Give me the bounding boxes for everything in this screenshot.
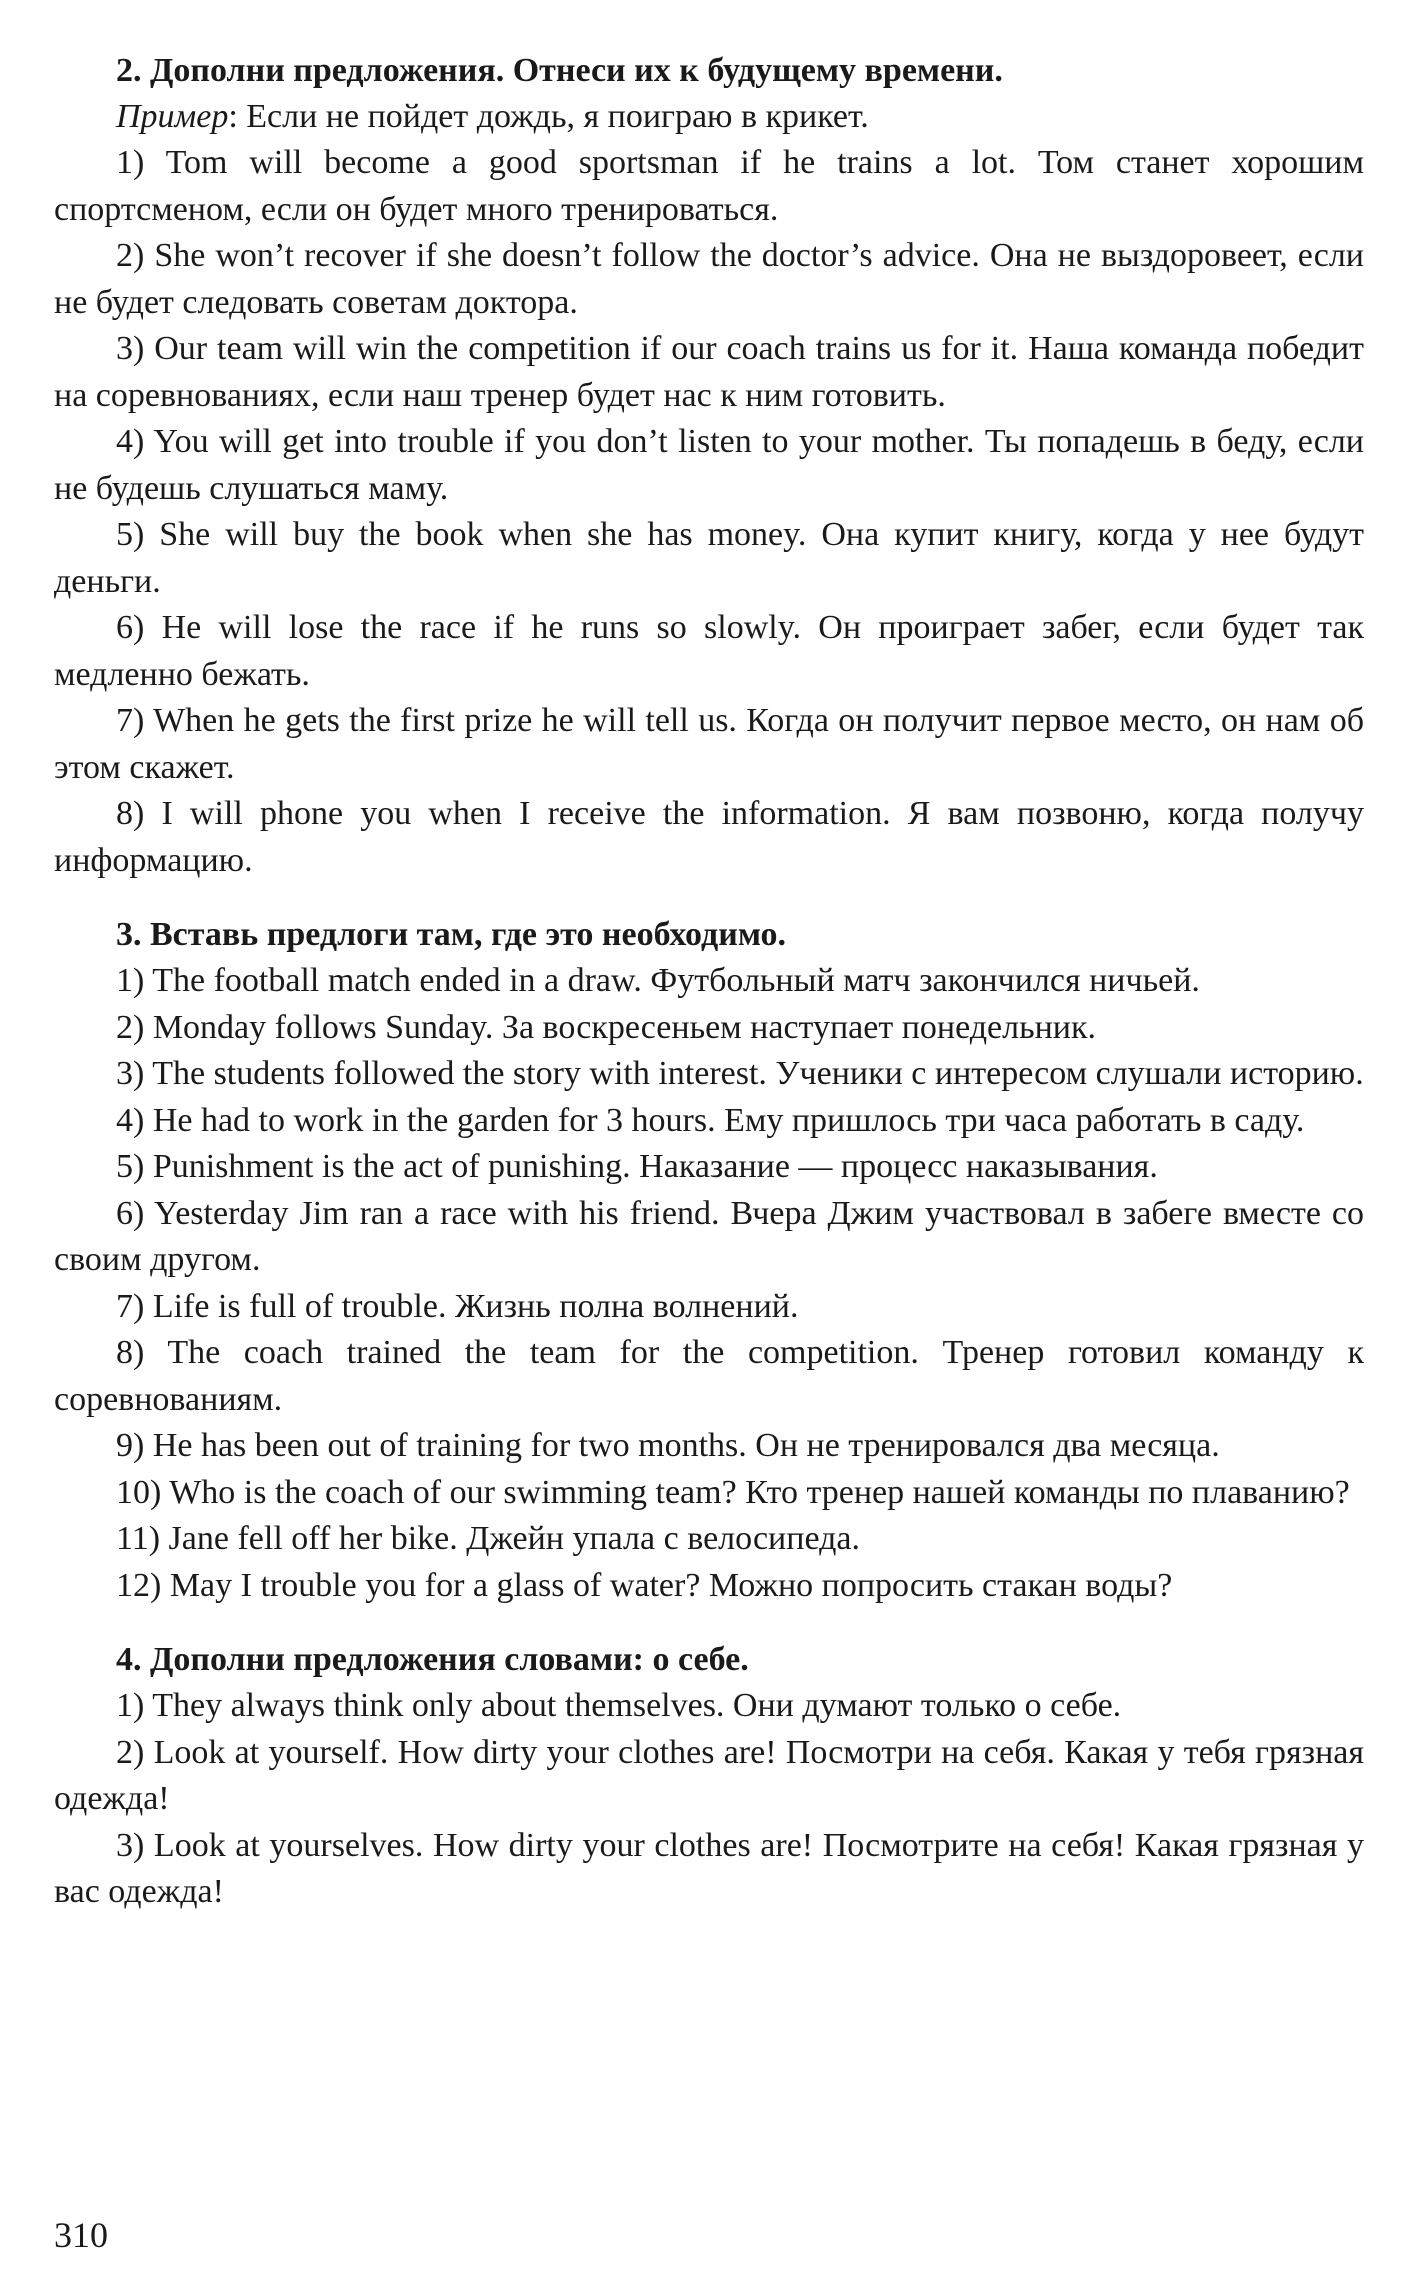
exercise-item: 2) Monday follows Sunday. За воскресеньем наступает понедельник. [116, 1008, 1097, 1046]
exercise-item: 6) He will lose the race if he runs so slowly. Он проиграет забег, если будет так медленно бежать. [54, 609, 1364, 693]
exercise-item: 3) The students followed the story with interest. Ученики с интересом слушали историю. [116, 1055, 1364, 1092]
exercise-item: 6) Yesterday Jim ran a race with his friend. Вчера Джим участвовал в забеге вместе со своим другом. [54, 1194, 1364, 1278]
exercise-item: 3) Our team will win the competition if our coach trains us for it. Наша команда победит на соревнованиях, если наш тренер будет нас к ним готовить. [54, 330, 1364, 414]
page-content [54, 48, 1364, 1916]
exercise-item: 9) He has been out of training for two months. Он не тренировался два месяца. [116, 1427, 1220, 1464]
exercise-item: 4) He had to work in the garden for 3 hours. Ему пришлось три часа работать в саду. [116, 1101, 1305, 1139]
example-label: Пример [116, 98, 229, 135]
exercise-item: 2) She won’t recover if she doesn’t follow the doctor’s advice. Она не выздоровеет, если не будет следовать советам доктора. [54, 237, 1364, 321]
exercise-item: 8) The coach trained the team for the competition. Тренер готовил команду к соревнованиям. [54, 1334, 1364, 1418]
exercise-item: 7) When he gets the first prize he will tell us. Когда он получит первое место, он нам об этом скажет. [54, 702, 1364, 786]
exercise-item: 2) Look at yourself. How dirty your clothes are! Посмотри на себя. Какая у тебя грязная одежда! [54, 1733, 1364, 1817]
exercise-item: 5) Punishment is the act of punishing. Наказание — процесс наказывания. [116, 1148, 1158, 1185]
example-line [54, 94, 1364, 140]
exercise-item: 7) Life is full of trouble. Жизнь полна волнений. [116, 1287, 799, 1325]
exercise-item: 5) She will buy the book when she has money. Она купит книгу, когда у нее будут деньги. [54, 516, 1364, 600]
exercise-item: 3) Look at yourselves. How dirty your clothes are! Посмотрите на себя! Какая грязная у вас одежда! [54, 1826, 1364, 1910]
exercise-2 [54, 48, 1364, 884]
exercise-item: 1) The football match ended in a draw. Футбольный матч закончился ничьей. [116, 962, 1200, 999]
exercise-3 [54, 912, 1364, 1609]
exercise-item: 10) Who is the coach of our swimming team? Кто тренер нашей команды по плаванию? [116, 1473, 1350, 1511]
exercise-heading: 4. Дополни предложения словами: о себе. [116, 1641, 749, 1678]
exercise-heading: 3. Вставь предлоги там, где это необходимо. [116, 916, 787, 953]
exercise-item: 12) May I trouble you for a glass of water? Можно попросить стакан воды? [116, 1566, 1173, 1604]
exercise-heading: 2. Дополни предложения. Отнеси их к будущему времени. [116, 52, 1003, 89]
exercise-item: 11) Jane fell off her bike. Джейн упала с велосипеда. [116, 1520, 860, 1557]
exercise-4 [54, 1637, 1364, 1916]
page-number: 310 [54, 2215, 108, 2255]
exercise-item: 8) I will phone you when I receive the information. Я вам позвоню, когда получу информацию. [54, 795, 1364, 879]
exercise-item: 1) Tom will become a good sportsman if he trains a lot. Том станет хорошим спортсменом, если он будет много тренироваться. [54, 144, 1364, 228]
exercise-item: 1) They always think only about themselves. Они думают только о себе. [116, 1687, 1122, 1724]
exercise-item: 4) You will get into trouble if you don’t listen to your mother. Ты попадешь в беду, если не будешь слушаться маму. [54, 423, 1364, 507]
example-text: : Если не пойдет дождь, я поиграю в крикет. [228, 98, 869, 135]
